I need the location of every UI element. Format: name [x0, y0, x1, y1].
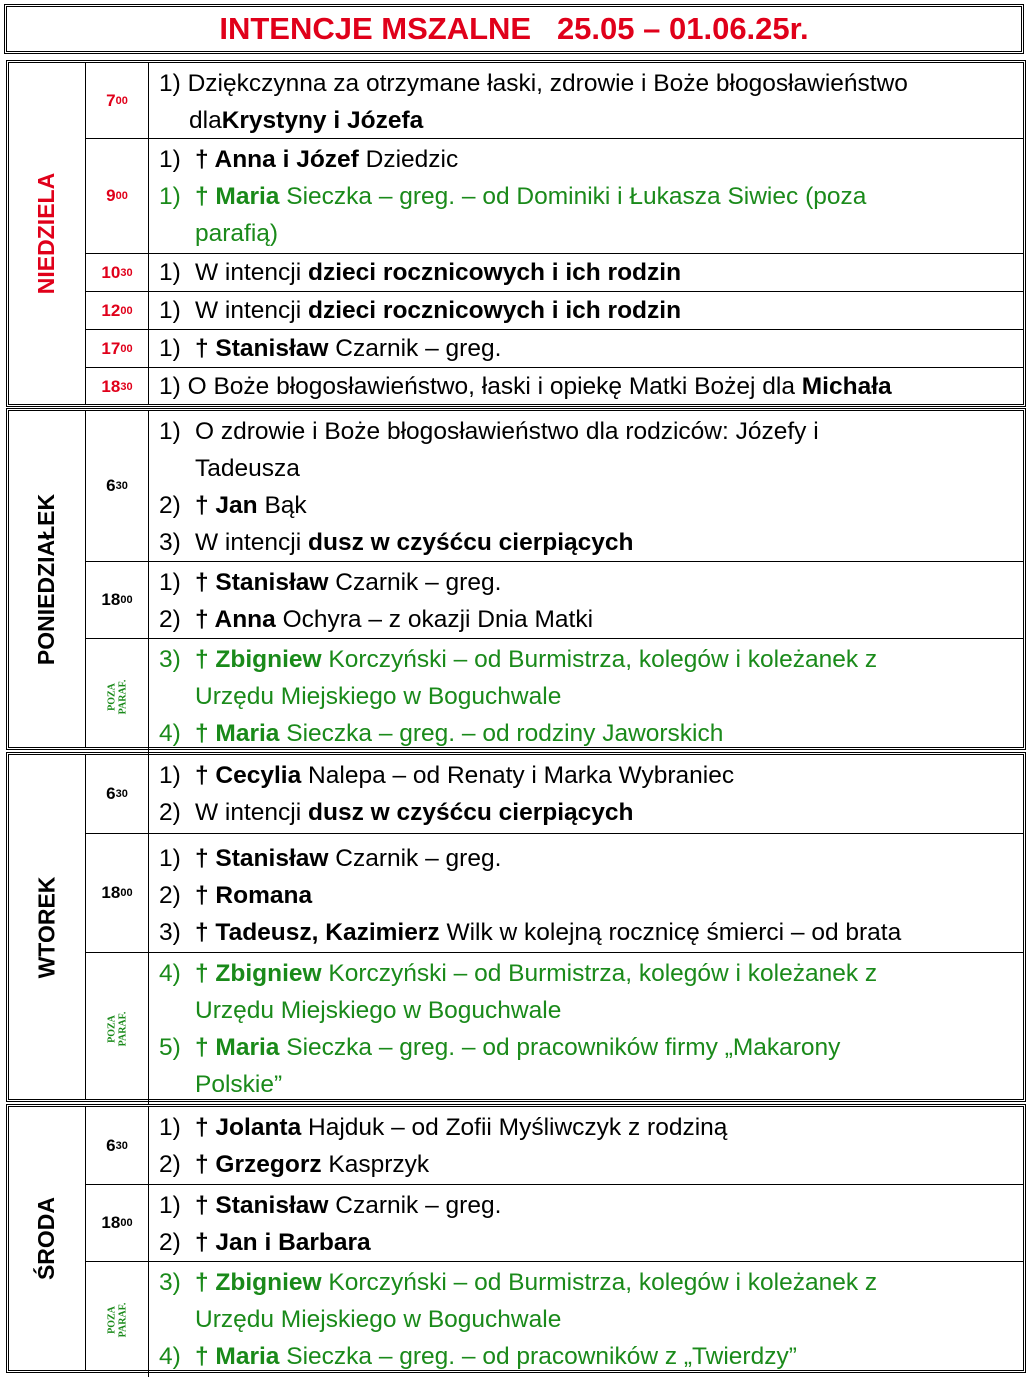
poza-parafia-label: POZA PARAF.	[86, 639, 149, 754]
poza-parafia-label: POZA PARAF.	[86, 1262, 149, 1377]
mass-row: 18 30 1) O Boże błogosławieństwo, łaski i opiekę Matki Bożej dla Michała	[86, 368, 1023, 405]
mass-row: 7 00 1) Dziękczynna za otrzymane łaski, zdrowie i Boże błogosławieństwo dla Krystyny i Józefa	[86, 63, 1023, 139]
day-sroda	[6, 1104, 1026, 1373]
mass-row: 6 30 1) † Jolanta Hajduk – od Zofii Myśliwczyk z rodziną 2) † Grzegorz Kasprzyk	[86, 1107, 1023, 1185]
day-name: NIEDZIELA	[33, 172, 60, 295]
mass-time: 6 30	[86, 411, 149, 561]
poza-parafia-label: POZA PARAF.	[86, 953, 149, 1105]
mass-row: POZA PARAF. 3) † Zbigniew Korczyński – od Burmistrza, kolegów i koleżanek z Urzędu Miejskiego w Boguchwale 4) † Maria Sieczka – greg. – od rodziny Jaworskich	[86, 639, 1023, 754]
day-name: ŚRODA	[33, 1196, 60, 1281]
day-poniedzialek	[6, 408, 1026, 750]
mass-time: 18 00	[86, 834, 149, 952]
mass-row: 18 00 1) † Stanisław Czarnik – greg. 2) † Anna Ochyra – z okazji Dnia Matki	[86, 562, 1023, 639]
mass-row: 18 00 1) † Stanisław Czarnik – greg. 2) † Romana 3) † Tadeusz, Kazimierz Wilk w kolejną rocznicę śmierci – od brata	[86, 834, 1023, 953]
mass-time: 6 30	[86, 755, 149, 833]
day-wtorek	[6, 752, 1026, 1102]
mass-row: 6 30 1) † Cecylia Nalepa – od Renaty i Marka Wybraniec 2) W intencji dusz w czyśćcu cierpiących	[86, 755, 1023, 834]
intention-text: 1) Dziękczynna za otrzymane łaski, zdrowie i Boże błogosławieństwo	[159, 70, 908, 97]
day-label	[9, 63, 86, 404]
day-name: WTOREK	[33, 876, 60, 978]
mass-row: 18 00 1) † Stanisław Czarnik – greg. 2) † Jan i Barbara	[86, 1185, 1023, 1262]
mass-time: 6 30	[86, 1107, 149, 1184]
mass-time: 7 00	[86, 63, 149, 138]
mass-time: 12 00	[86, 292, 149, 329]
mass-row: 17 00 1) † Stanisław Czarnik – greg.	[86, 330, 1023, 368]
mass-row: 6 30 1) O zdrowie i Boże błogosławieństwo dla rodziców: Józefy i Tadeusza 2) † Jan Bąk 3) W intencji dusz w czyśćcu cierpiących	[86, 411, 1023, 562]
day-niedziela	[6, 60, 1026, 407]
mass-time: 18 00	[86, 1185, 149, 1261]
day-label	[9, 755, 86, 1099]
mass-row: 12 00 1) W intencji dzieci rocznicowych i ich rodzin	[86, 292, 1023, 330]
day-name: PONIEDZIAŁEK	[33, 493, 60, 665]
page-title: INTENCJE MSZALNE 25.05 – 01.06.25r.	[4, 4, 1024, 54]
mass-time: 10 30	[86, 254, 149, 291]
day-label	[9, 1107, 86, 1370]
day-label	[9, 411, 86, 747]
mass-row: 10 30 1) W intencji dzieci rocznicowych i ich rodzin	[86, 254, 1023, 292]
mass-row: POZA PARAF. 3) † Zbigniew Korczyński – od Burmistrza, kolegów i koleżanek z Urzędu Miejskiego w Boguchwale 4) † Maria Sieczka – greg. – od pracowników z „Twierdzy”	[86, 1262, 1023, 1377]
mass-time: 17 00	[86, 330, 149, 367]
mass-time: 18 00	[86, 562, 149, 638]
mass-row: 9 00 1) † Anna i Józef Dziedzic 1) † Maria Sieczka – greg. – od Dominiki i Łukasza Siwiec (poza parafią)	[86, 139, 1023, 254]
mass-row: POZA PARAF. 4) † Zbigniew Korczyński – od Burmistrza, kolegów i koleżanek z Urzędu Miejskiego w Boguchwale 5) † Maria Sieczka – greg. – od pracowników firmy „Makarony Polskie”	[86, 953, 1023, 1105]
mass-time: 18 30	[86, 368, 149, 405]
mass-time: 9 00	[86, 139, 149, 253]
